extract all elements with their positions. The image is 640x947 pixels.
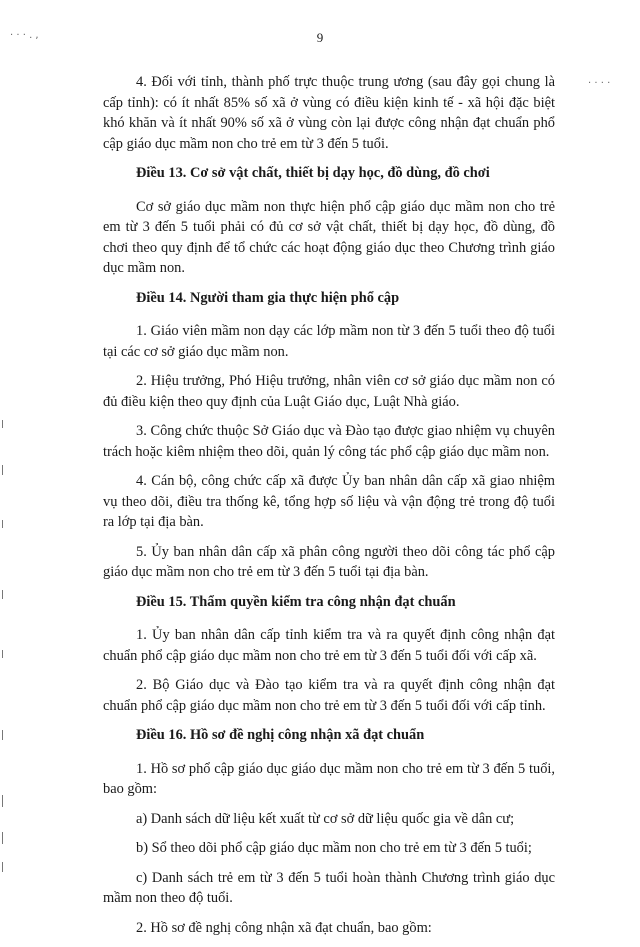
paragraph: c) Danh sách trẻ em từ 3 đến 5 tuổi hoàn thành Chương trình giáo dục mầm non theo độ tuổi. [103,869,555,906]
paragraph: 4. Cán bộ, công chức cấp xã được Ủy ban nhân dân cấp xã giao nhiệm vụ theo dõi, điều tra thống kê, tổng hợp số liệu và vận động trẻ trong độ tuổi ra lớp tại địa bàn. [103,473,555,530]
scan-mark-top-left: · · · . , [10,30,39,41]
article-heading: Điều 14. Người tham gia thực hiện phổ cập [136,289,400,306]
paragraph: 2. Hồ sơ đề nghị công nhận xã đạt chuẩn, bao gồm: [136,919,432,936]
article-heading: Điều 16. Hồ sơ đề nghị công nhận xã đạt chuẩn [136,727,425,743]
article-heading: Điều 13. Cơ sở vật chất, thiết bị dạy học, đồ dùng, đồ chơi [136,165,490,181]
paragraph: 2. Bộ Giáo dục và Đào tạo kiểm tra và ra quyết định công nhận đạt chuẩn phổ cập giáo dục mầm non cho trẻ em từ 3 đến 5 tuổi đối với cấp tỉnh. [103,677,555,714]
document-body [103,72,555,947]
margin-scan-mark [2,420,3,428]
paragraph: 2. Hiệu trưởng, Phó Hiệu trưởng, nhân viên cơ sở giáo dục mầm non có đủ điều kiện theo quy định của Luật Giáo dục, Luật Nhà giáo. [103,373,555,410]
paragraph: a) Danh sách dữ liệu kết xuất từ cơ sở dữ liệu quốc gia về dân cư; [136,810,515,827]
paragraph: 1. Hồ sơ phổ cập giáo dục giáo dục mầm non cho trẻ em từ 3 đến 5 tuổi, bao gồm: [103,760,555,797]
article-heading: Điều 15. Thẩm quyền kiểm tra công nhận đạt chuẩn [136,593,456,610]
paragraph: 1. Ủy ban nhân dân cấp tỉnh kiểm tra và ra quyết định công nhận đạt chuẩn phổ cập giáo dục mầm non cho trẻ em từ 3 đến 5 tuổi đối với cấp xã. [103,627,555,664]
margin-scan-mark [2,590,3,599]
margin-scan-mark [2,465,3,475]
margin-scan-mark [2,795,3,807]
paragraph: 3. Công chức thuộc Sở Giáo dục và Đào tạo được giao nhiệm vụ chuyên trách hoặc kiêm nhiệm theo dõi, quản lý công tác phổ cập giáo dục mầm non. [103,423,555,460]
page-number: 9 [316,30,324,45]
margin-scan-mark [2,520,3,528]
paragraph: 1. Giáo viên mầm non dạy các lớp mầm non từ 3 đến 5 tuổi theo độ tuổi tại các cơ sở giáo dục mầm non. [103,323,555,360]
paragraph: 4. Đối với tỉnh, thành phố trực thuộc trung ương (sau đây gọi chung là cấp tỉnh): có ít nhất 85% số xã ở vùng có điều kiện kinh tế - xã hội đặc biệt khó khăn và ít nhất 90% số xã ở vùng còn lại được công nhận đạt chuẩn phổ cập giáo dục mầm non cho trẻ em từ 3 đến 5 tuổi. [103,74,555,152]
scan-mark-top-right: · · · · [588,78,611,89]
margin-scan-mark [2,832,3,844]
margin-scan-mark [2,650,3,658]
margin-scan-mark [2,862,3,872]
paragraph: Cơ sở giáo dục mầm non thực hiện phổ cập giáo dục mầm non cho trẻ em từ 3 đến 5 tuổi phải có đủ cơ sở vật chất, thiết bị dạy học, đồ dùng, đồ chơi theo quy định để tổ chức các hoạt động giáo dục theo Chương trình giáo dục mầm non. [103,198,555,276]
margin-scan-mark [2,730,3,740]
paragraph: b) Sổ theo dõi phổ cập giáo dục mầm non cho trẻ em từ 3 đến 5 tuổi; [136,840,532,856]
paragraph: 5. Ủy ban nhân dân cấp xã phân công người theo dõi công tác phổ cập giáo dục mầm non cho trẻ em từ 3 đến 5 tuổi tại địa bàn. [103,543,555,580]
